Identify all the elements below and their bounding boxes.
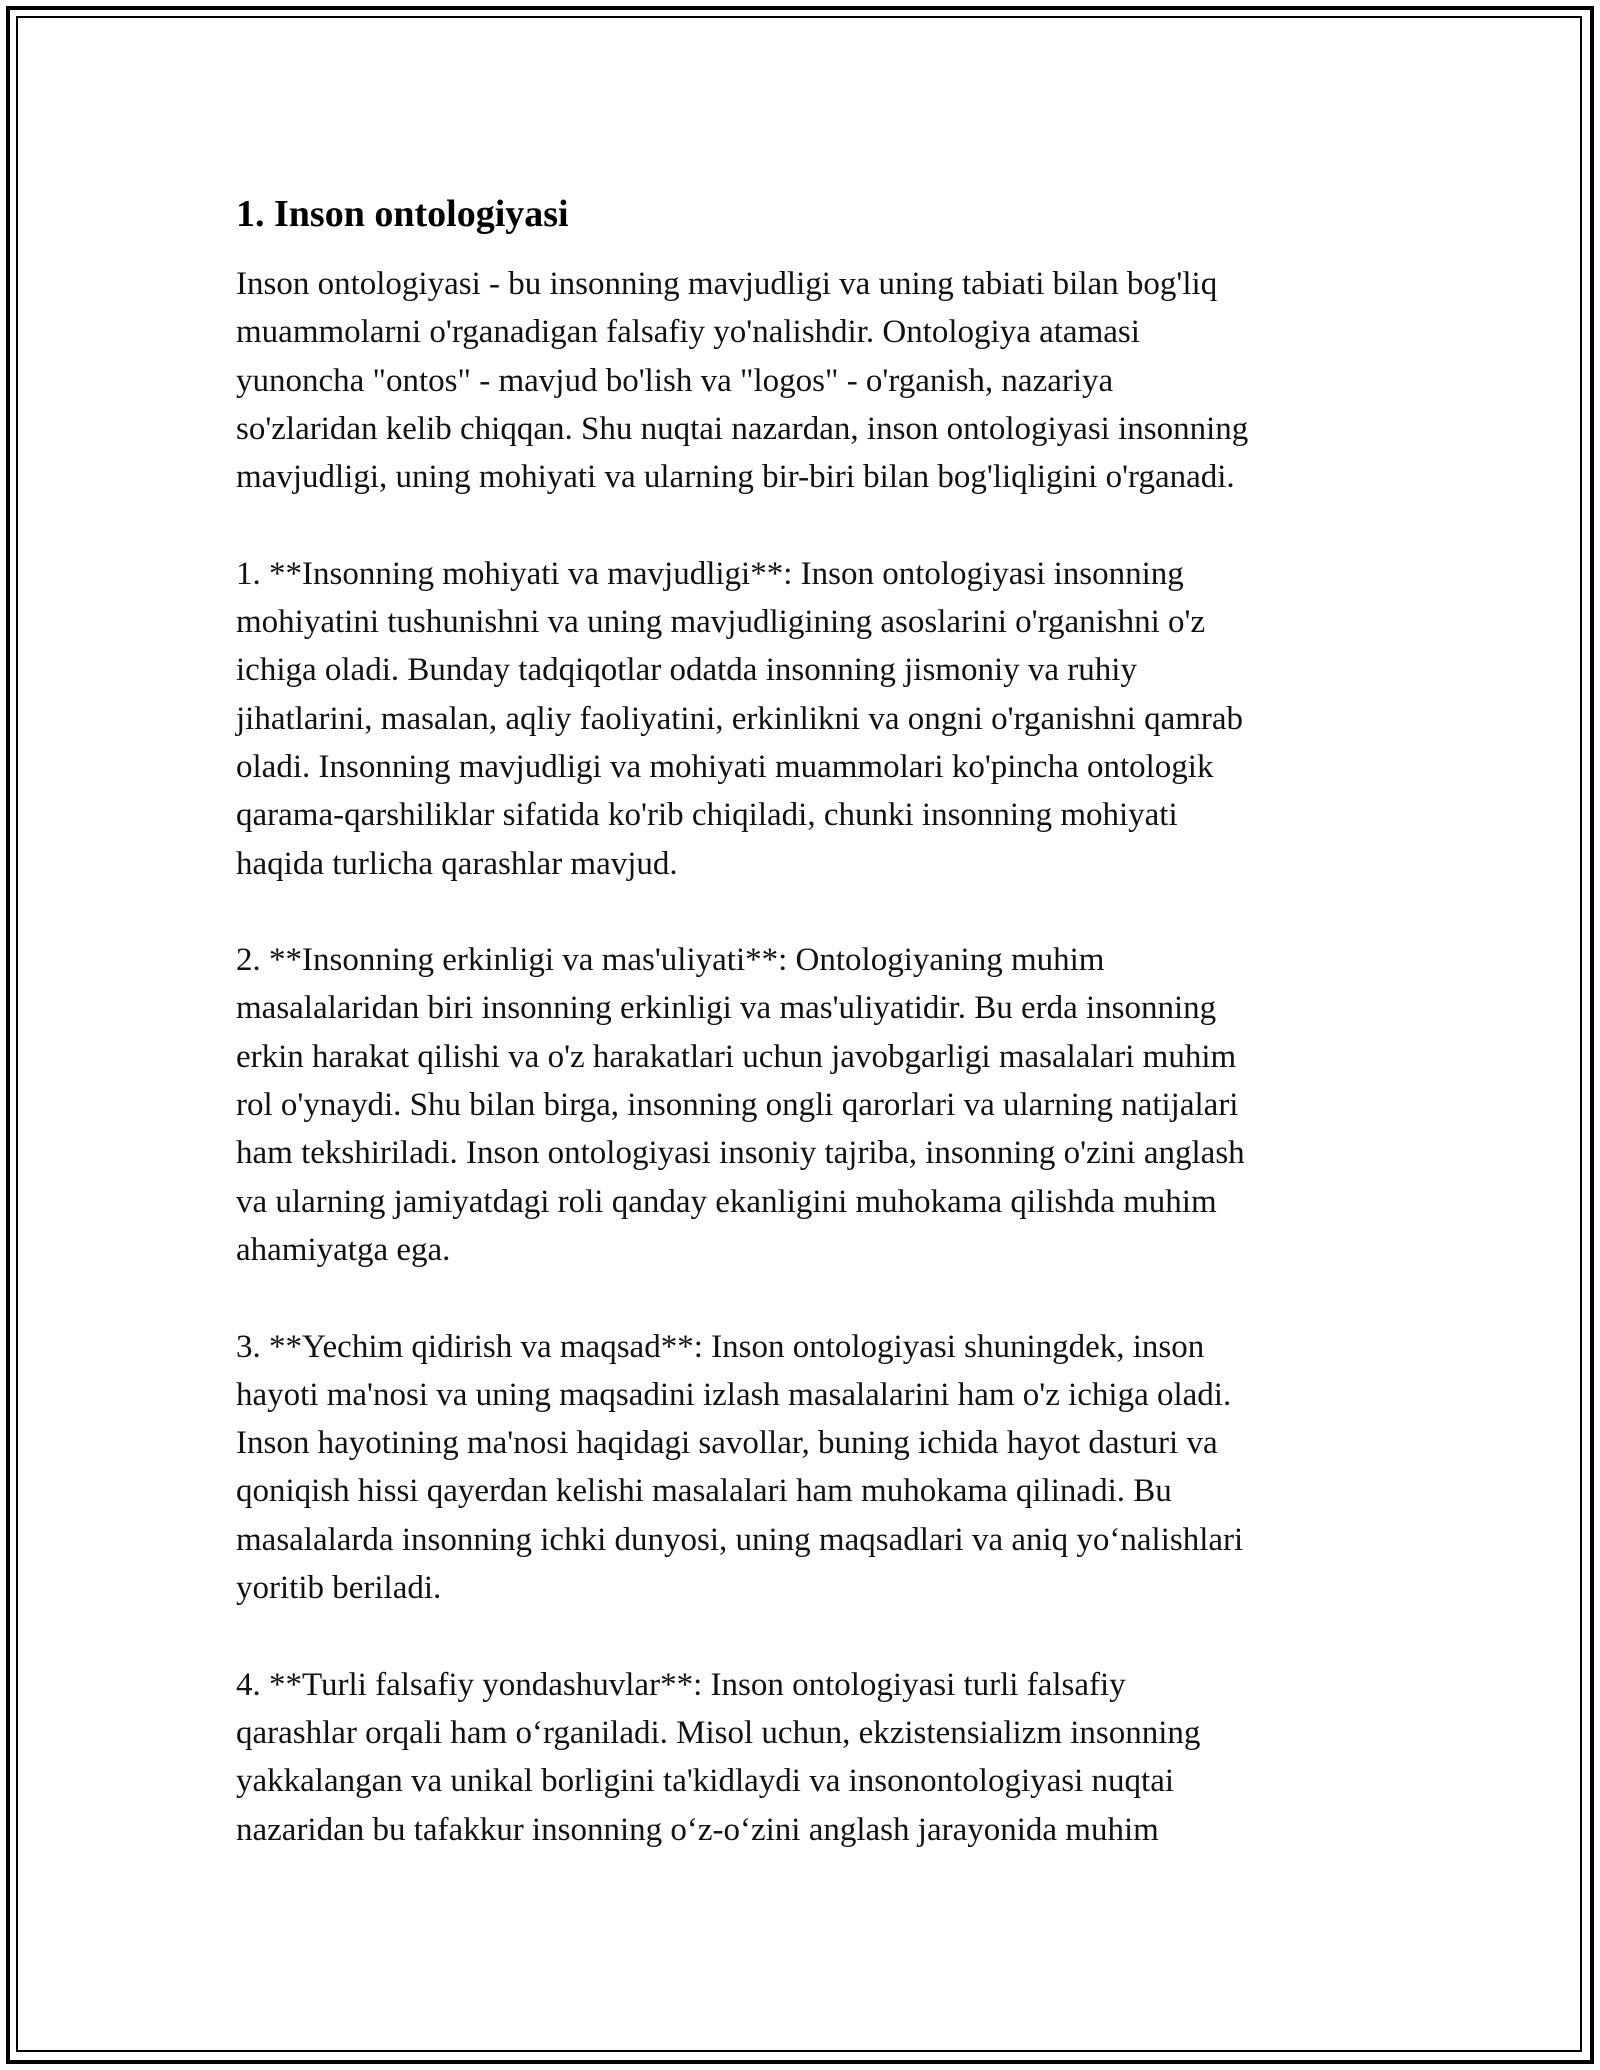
intro-paragraph: Inson ontologiyasi - bu insonning mavjudligi va uning tabiati bilan bog'liq muammolarni o'rganadigan falsafiy yo'nalishdir. Ontologiya atamasi yunoncha "ontos" - mavjud bo'lish va "logos" - o'rganish, nazariya so'zlaridan kelib chiqqan. Shu nuqtai nazardan, inson ontologiyasi insonning mavjudligi, uning mohiyati va ularning bir-biri bilan bog'liqligini o'rganadi. (236, 266, 1249, 496)
document-body (236, 190, 1386, 1854)
section-paragraph-4: 4. **Turli falsafiy yondashuvlar**: Inson ontologiyasi turli falsafiy qarashlar orqali ham o‘rganiladi. Misol uchun, ekzistensializm insonning yakkalangan va unikal borligini ta'kidlaydi va insonontologiyasi nuqtai nazaridan bu tafakkur insonning o‘z-o‘zini anglash jarayonida muhim (236, 1666, 1201, 1848)
section-paragraph-1: 1. **Insonning mohiyati va mavjudligi**: Inson ontologiyasi insonning mohiyatini tushunishni va uning mavjudligining asoslarini o'rganishni o'z ichiga oladi. Bunday tadqiqotlar odatda insonning jismoniy va ruhiy jihatlarini, masalan, aqliy faoliyatini, erkinlikni va ongni o'rganishni qamrab oladi. Insonning mavjudligi va mohiyati muammolari ko'pincha ontologik qarama-qarshiliklar sifatida ko'rib chiqiladi, chunki insonning mohiyati haqida turlicha qarashlar mavjud. (236, 555, 1244, 882)
section-paragraph-2: 2. **Insonning erkinligi va mas'uliyati**: Ontologiyaning muhim masalalaridan biri insonning erkinligi va mas'uliyatidir. Bu erda insonning erkin harakat qilishi va o'z harakatlari uchun javobgarligi masalalari muhim rol o'ynaydi. Shu bilan birga, insonning ongli qarorlari va ularning natijalari ham tekshiriladi. Inson ontologiyasi insoniy tajriba, insonning o'zini anglash va ularning jamiyatdagi roli qanday ekanligini muhokama qilishda muhim ahamiyatga ega. (236, 942, 1245, 1268)
document-title: 1. Inson ontologiyasi (236, 193, 569, 235)
section-paragraph-3: 3. **Yechim qidirish va maqsad**: Inson ontologiyasi shuningdek, inson hayoti ma'nosi va uning maqsadini izlash masalalarini ham o'z ichiga oladi. Inson hayotining ma'nosi haqidagi savollar, buning ichida hayot dasturi va qoniqish hissi qayerdan kelishi masalalari ham muhokama qilinadi. Bu masalalarda insonning ichki dunyosi, uning maqsadlari va aniq yo‘nalishlari yoritib beriladi. (236, 1328, 1244, 1607)
